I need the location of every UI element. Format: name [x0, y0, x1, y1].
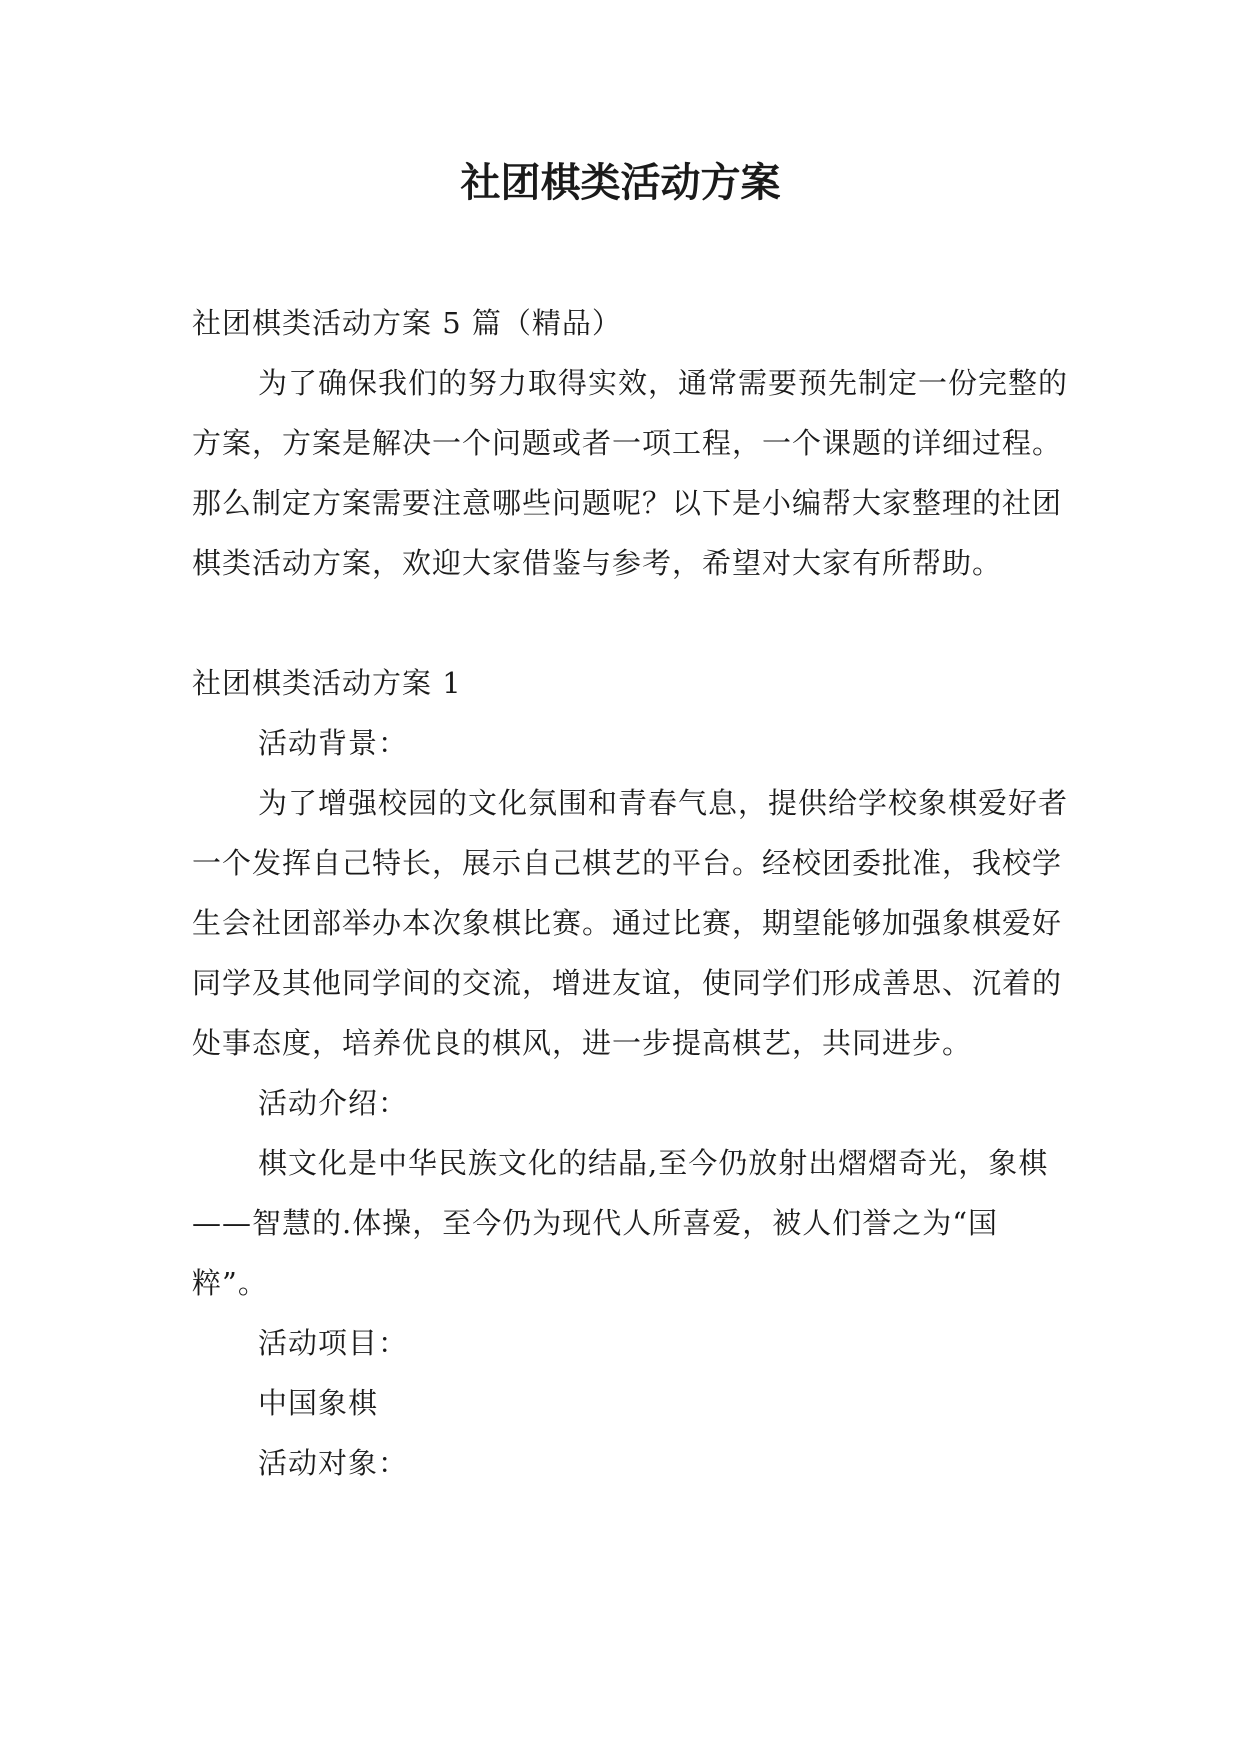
background-paragraph: 为了增强校园的文化氛围和青春气息，提供给学校象棋爱好者一个发挥自己特长，展示自己棋艺的平台。经校团委批准，我校学生会社团部举办本次象棋比赛。通过比赛，期望能够加强象棋爱好同学及其他同学间的交流，增进友谊，使同学们形成善思、沉着的处事态度，培养优良的棋风，进一步提高棋艺，共同进步。 — [192, 786, 1069, 1060]
background-label: 活动背景： — [258, 726, 409, 760]
intro-text-paragraph: 棋文化是中华民族文化的结晶,至今仍放射出熠熠奇光，象棋——智慧的.体操，至今仍为现代人所喜爱，被人们誉之为“国粹”。 — [192, 1146, 1049, 1300]
intro-label: 活动介绍： — [258, 1086, 409, 1120]
section1-heading: 社团棋类活动方案 1 — [192, 666, 462, 700]
document-body — [192, 293, 1072, 1493]
project-text: 中国象棋 — [258, 1386, 379, 1420]
document-subtitle: 社团棋类活动方案 5 篇（精品） — [192, 306, 622, 340]
project-label: 活动项目： — [258, 1326, 409, 1360]
intro-paragraph: 为了确保我们的努力取得实效，通常需要预先制定一份完整的方案，方案是解决一个问题或者一项工程，一个课题的详细过程。那么制定方案需要注意哪些问题呢？以下是小编帮大家整理的社团棋类活动方案，欢迎大家借鉴与参考，希望对大家有所帮助。 — [192, 366, 1069, 580]
document-title: 社团棋类活动方案 — [460, 159, 781, 206]
section-spacer — [192, 593, 1072, 653]
target-label: 活动对象： — [258, 1446, 409, 1480]
